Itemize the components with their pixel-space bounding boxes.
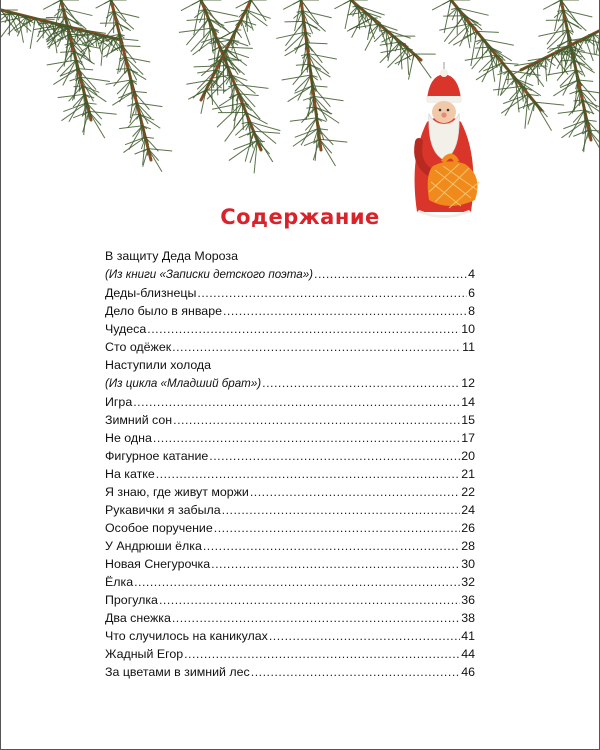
toc-page-number: 8 — [468, 304, 475, 318]
toc-entry-title: В защиту Деда Мороза — [105, 249, 238, 263]
toc-page-number: 41 — [461, 629, 475, 643]
toc-entry — [105, 627, 475, 645]
toc-dot-leader — [156, 465, 460, 483]
toc-entry — [105, 591, 475, 609]
toc-entry — [105, 645, 475, 663]
toc-page-number: 21 — [461, 467, 475, 481]
toc-entry-title: Фигурное катание — [105, 449, 209, 463]
toc-entry-title: Я знаю, где живут моржи — [105, 485, 249, 499]
toc-page-number: 6 — [468, 286, 475, 300]
toc-entry-title: За цветами в зимний лес — [105, 665, 250, 679]
toc-entry-title: Новая Снегурочка — [105, 557, 211, 571]
toc-dot-leader — [147, 320, 460, 338]
toc-dot-leader — [172, 338, 461, 356]
toc-entry-title: Чудеса — [105, 322, 147, 336]
toc-entry — [105, 609, 475, 627]
toc-dot-leader — [172, 609, 460, 627]
toc-entry-title: Особое поручение — [105, 521, 213, 535]
toc-entry-title: Два снежка — [105, 611, 171, 625]
toc-dot-leader — [134, 573, 460, 591]
toc-entry — [105, 429, 475, 447]
toc-dot-leader — [153, 429, 460, 447]
toc-entry-title: Наступили холода — [105, 358, 212, 372]
toc-page-number: 26 — [461, 521, 475, 535]
toc-entry-title: Что случилось на каникулах — [105, 629, 268, 643]
toc-page-number: 22 — [461, 485, 475, 499]
toc-entry-title: Не одна — [105, 431, 152, 445]
toc-dot-leader — [197, 284, 467, 302]
toc-entry-subtitle: (Из книги «Записки детского поэта») — [105, 268, 314, 281]
toc-entry — [105, 247, 475, 284]
toc-dot-leader — [223, 302, 467, 320]
toc-entry-title: Деды-близнецы — [105, 286, 197, 300]
toc-entry — [105, 483, 475, 501]
toc-entry-title: Рукавички я забыла — [105, 503, 221, 517]
toc-entry — [105, 555, 475, 573]
toc-page-number: 30 — [461, 557, 475, 571]
toc-page-number: 15 — [461, 413, 475, 427]
toc-entry — [105, 393, 475, 411]
toc-page-number: 12 — [461, 376, 475, 390]
toc-entry-title: Игра — [105, 395, 133, 409]
toc-dot-leader — [214, 519, 460, 537]
toc-entry-title: У Андрюши ёлка — [105, 539, 202, 553]
toc-entry-title: Ёлка — [105, 575, 134, 589]
toc-entry-title: Прогулка — [105, 593, 158, 607]
toc-entry — [105, 447, 475, 465]
toc-dot-leader — [184, 645, 460, 663]
toc-page-number: 4 — [468, 267, 475, 281]
table-of-contents — [105, 247, 475, 681]
toc-page-number: 36 — [461, 593, 475, 607]
toc-entry-title: Сто одёжек — [105, 340, 172, 354]
toc-dot-leader — [133, 393, 460, 411]
toc-page-number: 28 — [461, 539, 475, 553]
toc-entry — [105, 501, 475, 519]
contents-title: Содержание — [220, 205, 380, 229]
toc-page-number: 24 — [461, 503, 475, 517]
pine-branches-illustration — [1, 0, 600, 220]
toc-dot-leader — [251, 663, 460, 681]
toc-page-number: 11 — [462, 340, 475, 354]
toc-page-number: 38 — [461, 611, 475, 625]
toc-page-number: 20 — [461, 449, 475, 463]
toc-entry — [105, 411, 475, 429]
toc-dot-leader — [173, 411, 460, 429]
toc-entry — [105, 537, 475, 555]
toc-entry-subtitle: (Из цикла «Младший брат») — [105, 377, 262, 390]
toc-entry — [105, 519, 475, 537]
toc-page-number: 46 — [461, 665, 475, 679]
toc-dot-leader — [269, 627, 460, 645]
toc-dot-leader — [159, 591, 460, 609]
toc-page-number: 32 — [461, 575, 475, 589]
toc-page-number: 14 — [461, 395, 475, 409]
toc-entry — [105, 356, 475, 393]
toc-entry — [105, 465, 475, 483]
toc-page-number: 44 — [461, 647, 475, 661]
toc-dot-leader — [314, 265, 467, 283]
toc-entry — [105, 338, 475, 356]
toc-dot-leader — [211, 555, 460, 573]
toc-entry-title: Зимний сон — [105, 413, 173, 427]
toc-entry — [105, 663, 475, 681]
toc-page-number: 10 — [461, 322, 475, 336]
toc-entry-title: Дело было в январе — [105, 304, 222, 318]
toc-dot-leader — [203, 537, 460, 555]
toc-entry — [105, 284, 475, 302]
toc-dot-leader — [222, 501, 461, 519]
toc-entry — [105, 302, 475, 320]
toc-dot-leader — [209, 447, 460, 465]
toc-page-number: 17 — [461, 431, 475, 445]
toc-entry-title: На катке — [105, 467, 155, 481]
toc-entry — [105, 320, 475, 338]
toc-entry-title: Жадный Егор — [105, 647, 184, 661]
toc-entry — [105, 573, 475, 591]
ded-moroz-ornament-icon — [399, 62, 489, 222]
toc-dot-leader — [262, 374, 460, 392]
toc-dot-leader — [250, 483, 460, 501]
